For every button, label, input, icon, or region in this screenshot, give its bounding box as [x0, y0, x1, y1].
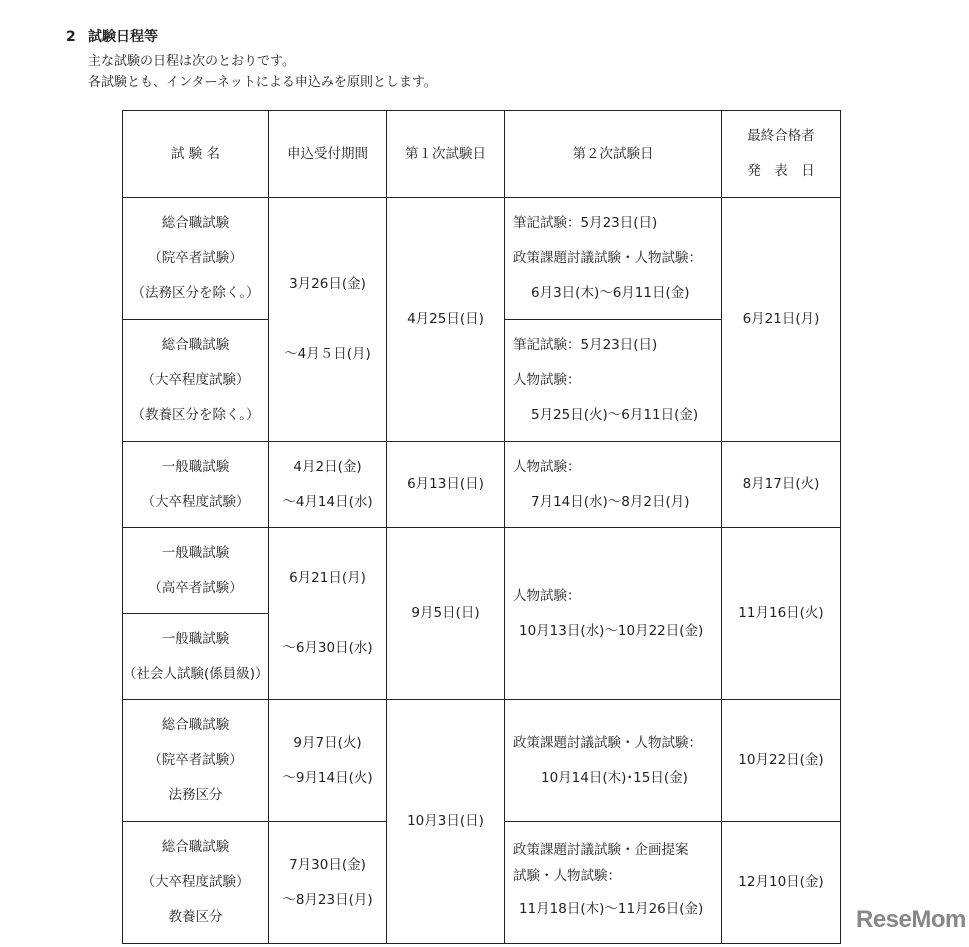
first-exam-date: 10月3日(日) — [387, 700, 505, 944]
cell-line: ～4月14日(水) — [282, 493, 373, 510]
cell-line: 10月14日(木)･15日(金) — [541, 769, 688, 786]
cell-line: 7月30日(金) — [289, 856, 366, 873]
cell-line: 政策課題討議試験・人物試験： — [513, 250, 702, 266]
exam-name — [123, 320, 269, 442]
cell-line: （院卒者試験） — [148, 250, 243, 266]
exam-name — [123, 614, 269, 700]
second-exam-date — [505, 442, 722, 528]
cell-line: （大卒程度試験） — [141, 874, 250, 890]
cell-line: 6月21日(月) — [289, 570, 366, 586]
cell-line: 7月14日(水)～8月2日(月) — [531, 493, 690, 510]
section-title: 試験日程等 — [88, 29, 158, 45]
cell-line: 総合職試験 — [161, 717, 230, 733]
exam-schedule-table — [122, 110, 841, 944]
exam-name — [123, 198, 269, 320]
section-number: 2 — [66, 29, 76, 45]
first-exam-date: 9月5日(日) — [387, 528, 505, 700]
section-heading — [66, 26, 158, 46]
final-announcement: 11月16日(火) — [722, 528, 841, 700]
header-final-line1: 最終合格者 — [747, 128, 815, 144]
final-announcement: 10月22日(金) — [722, 700, 841, 822]
header-final-line2: 発 表 日 — [747, 163, 815, 179]
cell-line: 一般職試験 — [161, 630, 230, 647]
apply-period — [269, 822, 387, 944]
first-exam-date: 4月25日(日) — [387, 198, 505, 442]
cell-line: ～6月30日(水) — [282, 640, 373, 656]
cell-line: 試験・人物試験： — [513, 867, 621, 884]
exam-name — [123, 700, 269, 822]
cell-line: （法務区分を除く。） — [131, 285, 260, 301]
header-final — [722, 111, 841, 198]
header-first: 第１次試験日 — [387, 111, 505, 198]
cell-line: 政策課題討議試験・人物試験： — [513, 734, 702, 751]
cell-line: 一般職試験 — [161, 544, 230, 561]
header-row — [123, 111, 841, 198]
cell-line: （教養区分を除く。） — [131, 407, 260, 423]
cell-line: 5月25日(火)～6月11日(金) — [531, 407, 699, 423]
cell-line: 法務区分 — [168, 787, 223, 803]
cell-line: 筆記試験：5月23日(日) — [513, 337, 658, 353]
cell-line: 筆記試験：5月23日(日) — [513, 215, 658, 231]
cell-line: 10月13日(水)～10月22日(金) — [519, 622, 704, 639]
exam-name — [123, 528, 269, 614]
cell-line: 総合職試験 — [161, 337, 230, 353]
apply-period — [269, 198, 387, 442]
cell-line: 一般職試験 — [161, 458, 230, 475]
cell-line: 人物試験： — [513, 458, 581, 475]
cell-line: 6月3日(木)～6月11日(金) — [531, 285, 690, 301]
second-exam-date — [505, 700, 722, 822]
cell-line: 4月2日(金) — [293, 458, 362, 475]
cell-line: ～8月23日(月) — [282, 891, 373, 908]
cell-line: 総合職試験 — [161, 839, 230, 855]
apply-period — [269, 442, 387, 528]
cell-line: 政策課題討議試験・企画提案 — [513, 841, 689, 858]
exam-name — [123, 822, 269, 944]
cell-line: 総合職試験 — [161, 215, 230, 231]
second-exam-date — [505, 822, 722, 944]
apply-period — [269, 700, 387, 822]
cell-line: 人物試験： — [513, 372, 581, 388]
cell-line: 3月26日(金) — [289, 276, 366, 292]
second-exam-date — [505, 320, 722, 442]
header-name: 試 験 名 — [123, 111, 269, 198]
cell-line: ～4月５日(月) — [284, 346, 371, 362]
apply-period — [269, 528, 387, 700]
cell-line: 9月7日(火) — [293, 734, 362, 751]
exam-name — [123, 442, 269, 528]
table-row — [123, 198, 841, 320]
intro-line: 各試験とも、インターネットによる申込みを原則とします。 — [88, 75, 437, 90]
final-announcement: 6月21日(月) — [722, 198, 841, 442]
cell-line: （大卒程度試験） — [141, 493, 250, 510]
header-apply: 申込受付期間 — [269, 111, 387, 198]
second-exam-date — [505, 198, 722, 320]
final-announcement: 8月17日(火) — [722, 442, 841, 528]
first-exam-date: 6月13日(日) — [387, 442, 505, 528]
final-announcement: 12月10日(金) — [722, 822, 841, 944]
header-second: 第２次試験日 — [505, 111, 722, 198]
cell-line: （院卒者試験） — [148, 752, 243, 768]
cell-line: （大卒程度試験） — [141, 372, 250, 388]
cell-line: ～9月14日(火) — [282, 769, 373, 786]
cell-line: （社会人試験(係員級)） — [123, 665, 269, 682]
cell-line: （高卒者試験） — [148, 579, 243, 596]
cell-line: 人物試験： — [513, 587, 581, 604]
table-row — [123, 442, 841, 528]
intro-line: 主な試験の日程は次のとおりです。 — [88, 54, 295, 69]
cell-line: 11月18日(木)～11月26日(金) — [519, 900, 704, 917]
table-row — [123, 528, 841, 614]
cell-line: 教養区分 — [168, 909, 223, 925]
table-row — [123, 700, 841, 822]
resemom-logo: ReseMom — [856, 906, 966, 933]
second-exam-date — [505, 528, 722, 700]
